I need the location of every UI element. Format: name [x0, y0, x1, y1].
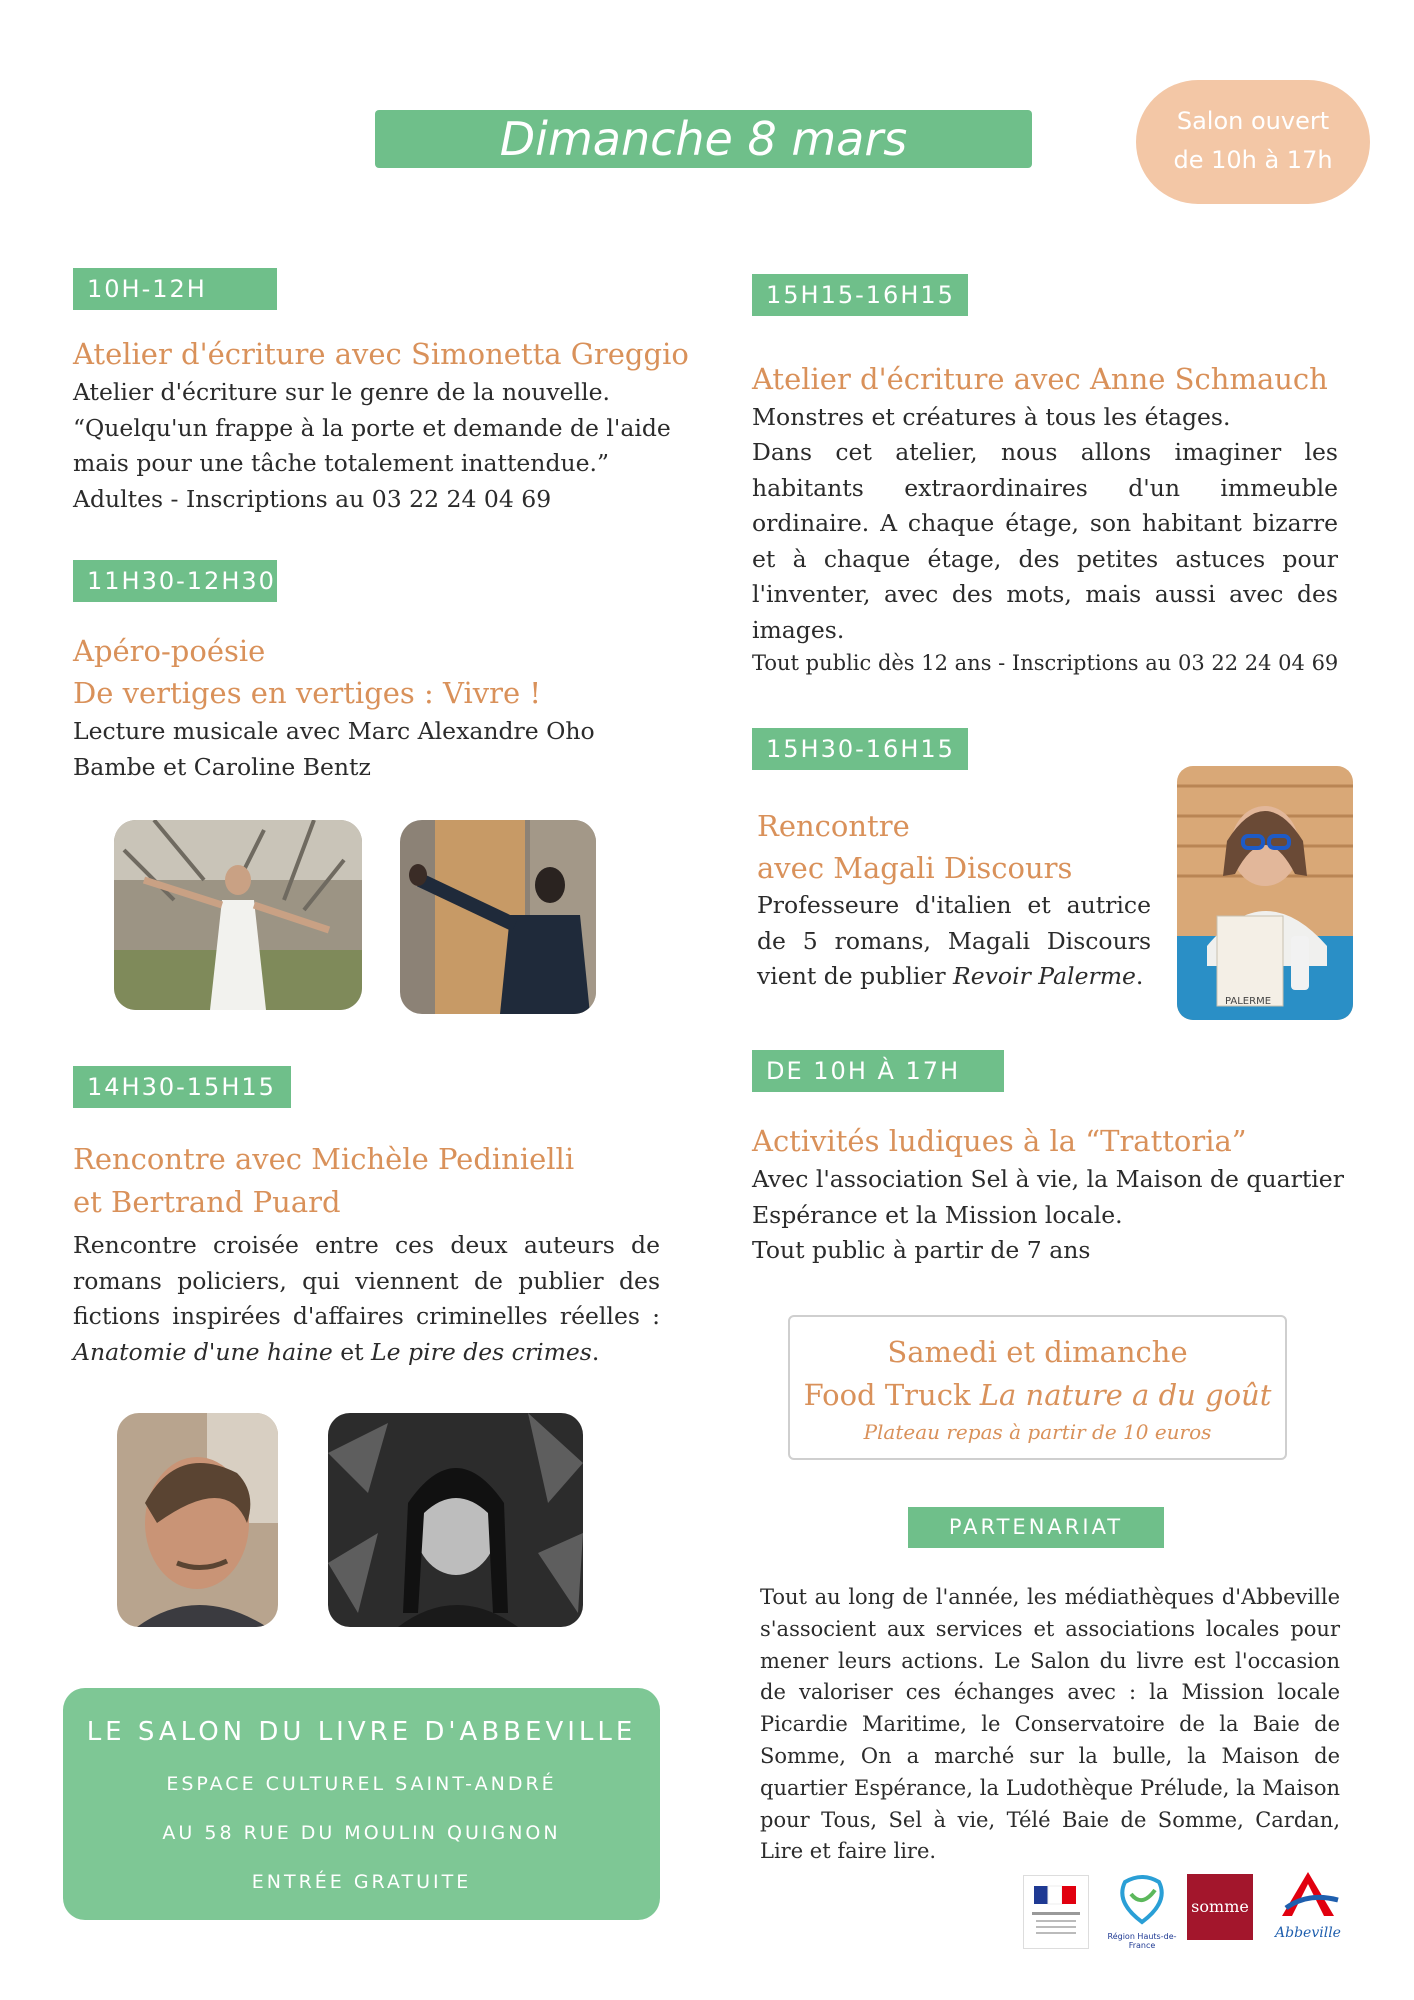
salon-info-entry: ENTRÉE GRATUITE: [251, 1871, 472, 1893]
event6-time-tag: DE 10H À 17H: [752, 1050, 1004, 1092]
event4-time-tag: 15H15-16H15: [752, 274, 968, 316]
somme-logo: [1187, 1874, 1253, 1940]
event2-title2: De vertiges en vertiges : Vivre !: [73, 676, 541, 710]
salon-info-location: ESPACE CULTUREL SAINT-ANDRÉ: [166, 1773, 557, 1795]
event6-line3: Tout public à partir de 7 ans: [752, 1236, 1091, 1264]
opening-hours-line1: Salon ouvert: [1176, 107, 1330, 135]
event5-description: Professeure d'italien et autrice de 5 romans, Magali Discours vient de publier Revoir Palerme.: [757, 891, 1151, 990]
event3-description: Rencontre croisée entre ces deux auteurs de romans policiers, qui viennent de publier des fictions inspirées d'affaires criminelles réelles : Anatomie d'une haine et Le pire des crimes.: [73, 1231, 660, 1366]
event1-title: Atelier d'écriture avec Simonetta Greggio: [73, 337, 689, 371]
region-logo-text: Région Hauts-de-France: [1107, 1932, 1177, 1950]
event5-title2: avec Magali Discours: [757, 851, 1073, 885]
event1-line2: “Quelqu'un frappe à la porte et demande de l'aide: [73, 413, 671, 442]
event6-line2: Espérance et la Mission locale.: [752, 1200, 1123, 1229]
event3-time-tag: 14H30-15H15: [73, 1066, 291, 1108]
food-truck-box: [788, 1315, 1287, 1460]
salon-info-address: AU 58 RUE DU MOULIN QUIGNON: [162, 1822, 561, 1844]
event1-line1: Atelier d'écriture sur le genre de la nouvelle.: [73, 378, 610, 406]
event1-time-tag: 10H-12H: [73, 268, 277, 310]
photo-magali-discours: [1177, 766, 1353, 1020]
book-title-anatomie: Anatomie d'une haine: [73, 1337, 333, 1366]
event3-title2: et Bertrand Puard: [73, 1185, 341, 1219]
event2-line1: Lecture musicale avec Marc Alexandre Oho: [73, 717, 595, 745]
book-cover-title: PALERME: [1225, 996, 1272, 1007]
prefet-logo: [1023, 1875, 1089, 1949]
event2-title1: Apéro-poésie: [73, 634, 266, 668]
salon-info-box: [63, 1688, 660, 1920]
event2-time-tag: 11H30-12H30: [73, 560, 277, 602]
photo-bertrand-puard: [117, 1413, 278, 1627]
partnership-label: PARTENARIAT: [908, 1507, 1164, 1548]
food-truck-name: Food Truck La nature a du goût: [803, 1378, 1272, 1412]
region-hauts-de-france-logo: [1105, 1872, 1179, 1950]
event5-title1: Rencontre: [757, 809, 910, 843]
page-title: Dimanche 8 mars: [499, 112, 908, 166]
event6-line1: Avec l'association Sel à vie, la Maison de quartier: [752, 1165, 1344, 1193]
event6-description: [752, 1162, 1352, 1269]
event1-line4: Adultes - Inscriptions au 03 22 24 04 69: [73, 484, 552, 513]
event4-title: Atelier d'écriture avec Anne Schmauch: [752, 362, 1328, 396]
abbeville-logo-text: Abbeville: [1275, 1925, 1341, 1941]
food-truck-days: Samedi et dimanche: [887, 1335, 1188, 1369]
event2-description: [73, 714, 673, 785]
event4-line1: Monstres et créatures à tous les étages.: [752, 403, 1231, 431]
event3-title1: Rencontre avec Michèle Pedinielli: [73, 1142, 575, 1176]
partnership-text: Tout au long de l'année, les médiathèques d'Abbeville s'associent aux services et associations locales pour mener leurs actions. Le Salon du livre est l'occasion de valoriser ces échanges avec : la Mission locale Picardie Maritime, le Conservatoire de la Baie de Somme, On a marché sur la bulle, la Maison de quartier Espérance, la Ludothèque Prélude, la Maison pour Tous, Sel à vie, Télé Baie de Somme, Cardan, Lire et faire lire.: [760, 1585, 1340, 1864]
photo-michele-pedinielli: [328, 1413, 583, 1627]
event1-line3: mais pour une tâche totalement inattendue.”: [73, 449, 610, 477]
book-title-revoir-palerme: Revoir Palerme: [953, 962, 1136, 990]
photo-marc-alexandre-oho-bambe: [400, 820, 596, 1014]
food-truck-price: Plateau repas à partir de 10 euros: [863, 1420, 1212, 1444]
opening-hours-line2: de 10h à 17h: [1173, 146, 1333, 174]
event6-title: Activités ludiques à la “Trattoria”: [752, 1124, 1247, 1158]
event5-time-tag: 15H30-16H15: [752, 728, 968, 770]
event1-description: [73, 375, 673, 517]
book-title-le-pire: Le pire des crimes: [371, 1337, 592, 1366]
somme-logo-text: somme: [1191, 1897, 1249, 1916]
event2-line2: Bambe et Caroline Bentz: [73, 752, 371, 781]
opening-hours-badge: [1136, 80, 1370, 204]
event4-paragraph: Dans cet atelier, nous allons imaginer les habitants extraordinaires d'un immeuble ordinaire. A chaque étage, son habitant bizarre et à chaque étage, des petites astuces pour l'inventer, avec des mots, mais aussi avec des images.: [752, 438, 1338, 644]
abbeville-logo: [1268, 1868, 1348, 1940]
event4-footer: Tout public dès 12 ans - Inscriptions au 03 22 24 04 69: [752, 651, 1339, 675]
salon-info-title: LE SALON DU LIVRE D'ABBEVILLE: [86, 1717, 637, 1747]
date-banner: [375, 110, 1032, 168]
photo-caroline-bentz: [114, 820, 362, 1010]
